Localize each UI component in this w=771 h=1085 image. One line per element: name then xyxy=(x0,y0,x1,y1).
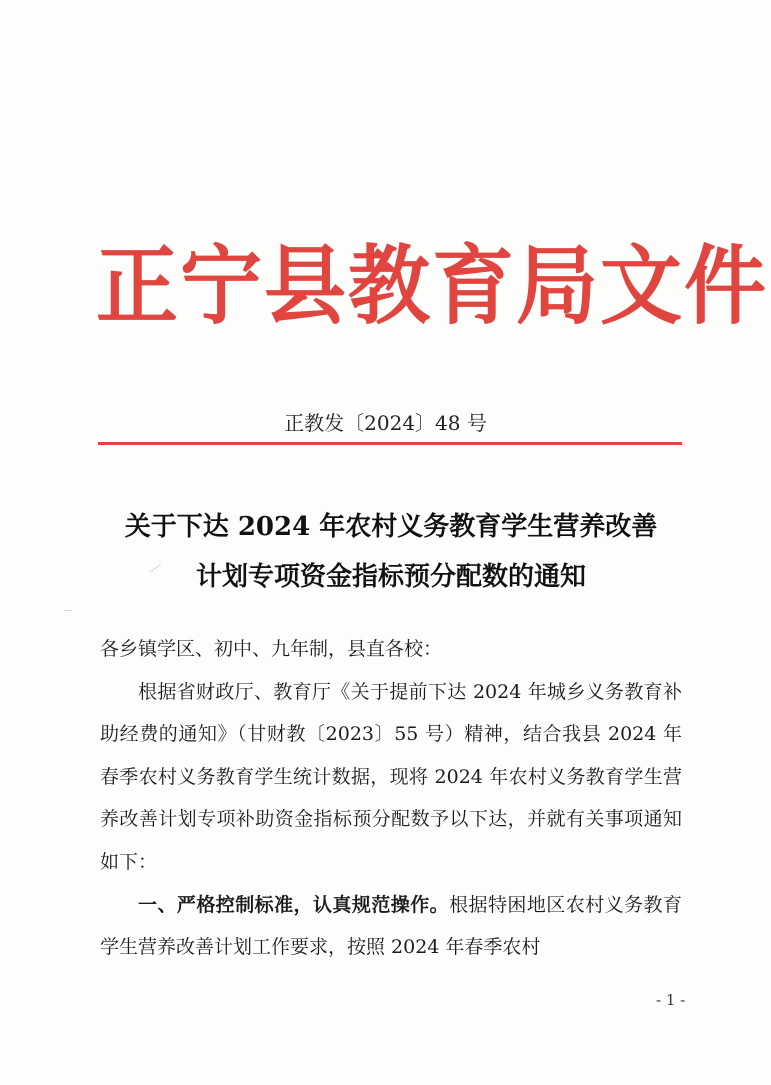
body-text xyxy=(100,628,682,969)
document-number: 正教发〔2024〕48 号 xyxy=(284,411,487,435)
section-1-paragraph xyxy=(100,884,682,969)
notice-title-line-1: 关于下达 2024 年农村义务教育学生营养改善 xyxy=(124,512,658,542)
paragraph-1: 根据省财政厅、教育厅《关于提前下达 2024 年城乡义务教育补助经费的通知》（甘财教〔2023〕55 号）精神，结合我县 2024 年春季农村义务教育学生统计数据，现将 2024 年农村义务教育学生营养改善计划专项补助资金指标预分配数予以下达，并就有关事项通知如下： xyxy=(100,680,682,873)
notice-title-line-2: 计划专项资金指标预分配数的通知 xyxy=(195,562,586,592)
section-1-text: 根据特困地区农村义务教育学生营养改善计划工作要求，按照 2024 年春季农村 xyxy=(100,893,682,959)
page-number: - 1 - xyxy=(656,991,686,1009)
section-1-heading: 一、严格控制标准，认真规范操作。 xyxy=(138,893,450,916)
scan-mark xyxy=(64,610,72,611)
notice-title xyxy=(96,502,686,602)
masthead-title: 正宁县教育局文件 xyxy=(96,235,769,337)
red-divider-line xyxy=(98,442,682,445)
addressee-line: 各乡镇学区、初中、九年制，县直各校： xyxy=(100,638,443,660)
